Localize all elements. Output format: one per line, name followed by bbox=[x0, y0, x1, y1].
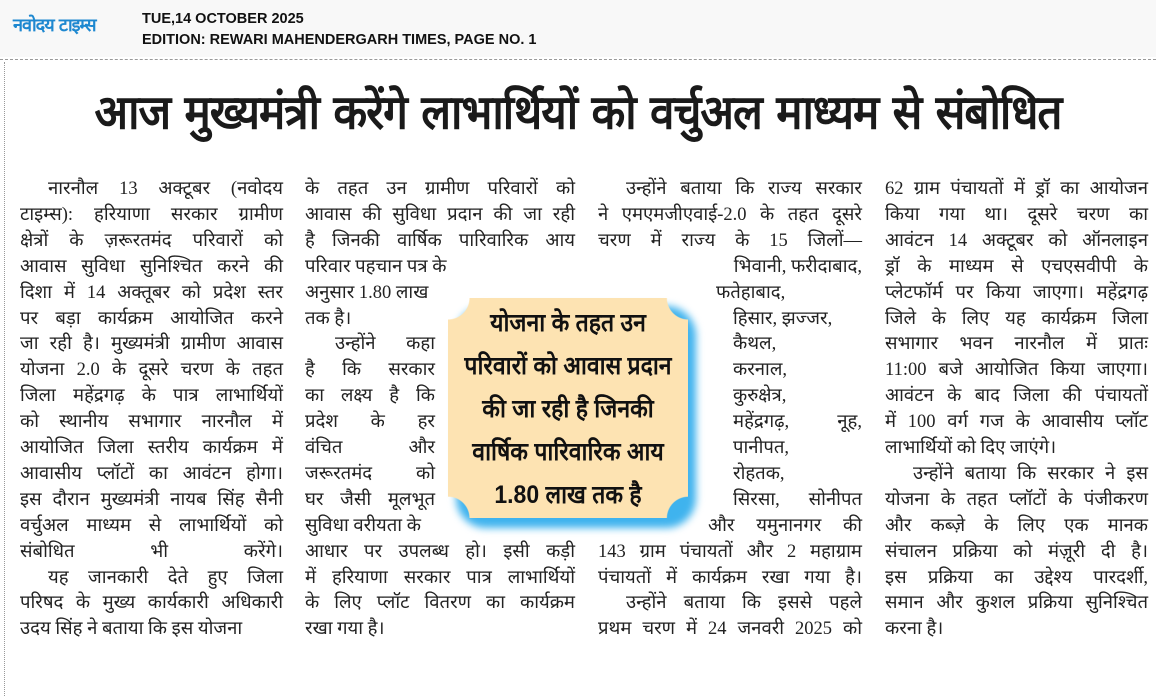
article-line: सुविधा वरीयता के bbox=[305, 515, 421, 536]
article-line: जरूरतमंद को bbox=[305, 463, 435, 484]
article-line: घर जैसी मूलभूत bbox=[305, 489, 435, 510]
edition-name: EDITION: REWARI MAHENDERGARH TIMES, PAGE NO. 1 bbox=[142, 32, 537, 48]
article-line: तक है। bbox=[305, 308, 352, 329]
article-line: करनाल, bbox=[733, 360, 788, 381]
article-line: सिरसा, सोनीपत bbox=[733, 489, 862, 510]
article-line: उन्होंने बताया कि राज्य सरकार bbox=[626, 179, 862, 199]
article-line: उन्होंने कहा bbox=[335, 334, 435, 355]
article-line: जिले के लिए यह कार्यक्रम जिला bbox=[885, 308, 1148, 329]
article-line: 11:00 बजे आयोजित किया जाएगा। bbox=[885, 360, 1148, 381]
article-line: जिला महेंद्रगढ़ के पात्र लाभार्थियों bbox=[20, 386, 283, 407]
article-line: दिशा में 14 अक्तूबर को प्रदेश स्तर bbox=[20, 282, 283, 303]
article-line: ड्रॉ के माध्यम से एचएसवीपी के bbox=[885, 256, 1148, 277]
masthead-bar bbox=[0, 0, 1156, 57]
article-line: संबोधित भी करेंगे। bbox=[20, 541, 283, 562]
article-line: में 100 वर्ग गज के आवासीय प्लॉट bbox=[885, 412, 1148, 433]
article-line: आवास की सुविधा प्रदान की जा रही bbox=[305, 204, 575, 225]
article-line: उन्होंने बताया कि इससे पहले bbox=[626, 593, 862, 614]
article-line: प्रदेश के हर bbox=[305, 412, 435, 433]
article-line: योजना के तहत प्लॉटों के पंजीकरण bbox=[885, 489, 1148, 510]
article-line: आयोजित जिला स्तरीय कार्यक्रम में bbox=[20, 438, 283, 458]
article-line: उदय सिंह ने बताया कि इस योजना bbox=[20, 619, 243, 640]
issue-date: TUE,14 OCTOBER 2025 bbox=[142, 11, 304, 27]
divider bbox=[0, 59, 1156, 60]
article-line: वंचित और bbox=[305, 438, 435, 458]
article-line: वर्चुअल माध्यम से लाभार्थियों को bbox=[20, 515, 283, 536]
article-line: उन्होंने बताया कि सरकार ने इस bbox=[913, 463, 1148, 484]
article-line: प्रथम चरण में 24 जनवरी 2025 को bbox=[598, 619, 862, 640]
article-line: आवासीय प्लॉटों का आवंटन होगा। bbox=[20, 463, 283, 484]
article-line: आवास सुविधा सुनिश्चित करने की bbox=[20, 256, 283, 277]
article-line: पंचायतों में कार्यक्रम रखा गया है। bbox=[598, 567, 862, 588]
article-line: किया गया था। दूसरे चरण का bbox=[885, 204, 1148, 225]
article-line: समान और कुशल प्रक्रिया सुनिश्चित bbox=[885, 593, 1148, 614]
article-line: है जिनकी वार्षिक पारिवारिक आय bbox=[305, 230, 575, 251]
article-line: रखा गया है। bbox=[305, 619, 385, 640]
article-line: प्लेटफॉर्म पर किया जाएगा। महेंद्रगढ़ bbox=[885, 282, 1148, 303]
article-line: 62 ग्राम पंचायतों में ड्रॉ का आयोजन bbox=[885, 179, 1148, 199]
article-line: 143 ग्राम पंचायतों और 2 महाग्राम bbox=[598, 541, 862, 562]
article-line: का लक्ष्य है कि bbox=[305, 386, 435, 407]
article-line: भिवानी, फरीदाबाद, bbox=[733, 256, 862, 277]
article-line: टाइम्स): हरियाणा सरकार ग्रामीण bbox=[20, 204, 283, 225]
article-line: आधार पर उपलब्ध हो। इसी कड़ी bbox=[305, 541, 575, 562]
article-line: लाभार्थियों को दिए जाएंगे। bbox=[885, 438, 1057, 458]
clipping-edge bbox=[4, 62, 5, 696]
article-line: पानीपत, bbox=[733, 438, 790, 458]
article-line: फतेहाबाद, bbox=[716, 282, 786, 303]
article-line: के तहत उन ग्रामीण परिवारों को bbox=[305, 179, 575, 199]
article-line: अनुसार 1.80 लाख bbox=[305, 282, 429, 303]
article-line: यह जानकारी देते हुए जिला bbox=[48, 567, 283, 588]
pull-quote-text: योजना के तहत उन परिवारों को आवास प्रदान की जा रही है जिनकी वार्षिक पारिवारिक आय 1.80 लाख तक है bbox=[464, 309, 672, 509]
article-line: कुरुक्षेत्र, bbox=[733, 386, 787, 407]
article-line: चरण में राज्य के 15 जिलों— bbox=[598, 230, 862, 251]
article-line: संचालन प्रक्रिया को मंज़ूरी दी है। bbox=[885, 541, 1148, 562]
article-line: को स्थानीय सभागार नारनौल में bbox=[20, 412, 283, 433]
headline: आज मुख्यमंत्री करेंगे लाभार्थियों को वर्चुअल माध्यम से संबोधित bbox=[94, 85, 1062, 141]
article-line: ने एमएमजीएवाई-2.0 के तहत दूसरे bbox=[598, 204, 862, 225]
edition-info bbox=[142, 9, 536, 51]
article-line: और कब्ज़े के लिए एक मानक bbox=[885, 515, 1148, 536]
article-line: जा रही है। मुख्यमंत्री ग्रामीण आवास bbox=[20, 334, 283, 355]
article-line: योजना 2.0 के दूसरे चरण के तहत bbox=[20, 360, 283, 381]
article-line: हिसार, झज्जर, bbox=[733, 308, 833, 329]
article-line: करना है। bbox=[885, 619, 944, 640]
article-line: के लिए प्लॉट वितरण का कार्यक्रम bbox=[305, 593, 575, 614]
article-line: इस प्रक्रिया का उद्देश्य पारदर्शी, bbox=[885, 567, 1148, 588]
article-line: में हरियाणा सरकार पात्र लाभार्थियों bbox=[305, 567, 575, 588]
article-line: नारनौल 13 अक्टूबर (नवोदय bbox=[48, 179, 283, 199]
article-line: परिषद के मुख्य कार्यकारी अधिकारी bbox=[20, 593, 283, 614]
article-line: परिवार पहचान पत्र के bbox=[305, 256, 447, 277]
article-line: है कि सरकार bbox=[305, 360, 435, 381]
newspaper-logo: नवोदय टाइम्स bbox=[13, 15, 96, 36]
article-line: पर बड़ा कार्यक्रम आयोजित करने bbox=[20, 308, 283, 329]
article-line: कैथल, bbox=[733, 334, 777, 355]
article-line: और यमुनानगर की bbox=[708, 515, 862, 536]
article-line: रोहतक, bbox=[733, 463, 785, 484]
article-line: इस दौरान मुख्यमंत्री नायब सिंह सैनी bbox=[20, 489, 283, 510]
article-line: क्षेत्रों के ज़रूरतमंद परिवारों को bbox=[20, 230, 283, 251]
article-line: आवंटन के बाद जिला की पंचायतों bbox=[885, 386, 1148, 407]
article-line: सभागार भवन नारनौल में प्रातः bbox=[885, 334, 1148, 355]
article-line: महेंद्रगढ़, नूह, bbox=[733, 412, 862, 433]
article-line: आवंटन 14 अक्टूबर को ऑनलाइन bbox=[885, 230, 1148, 251]
